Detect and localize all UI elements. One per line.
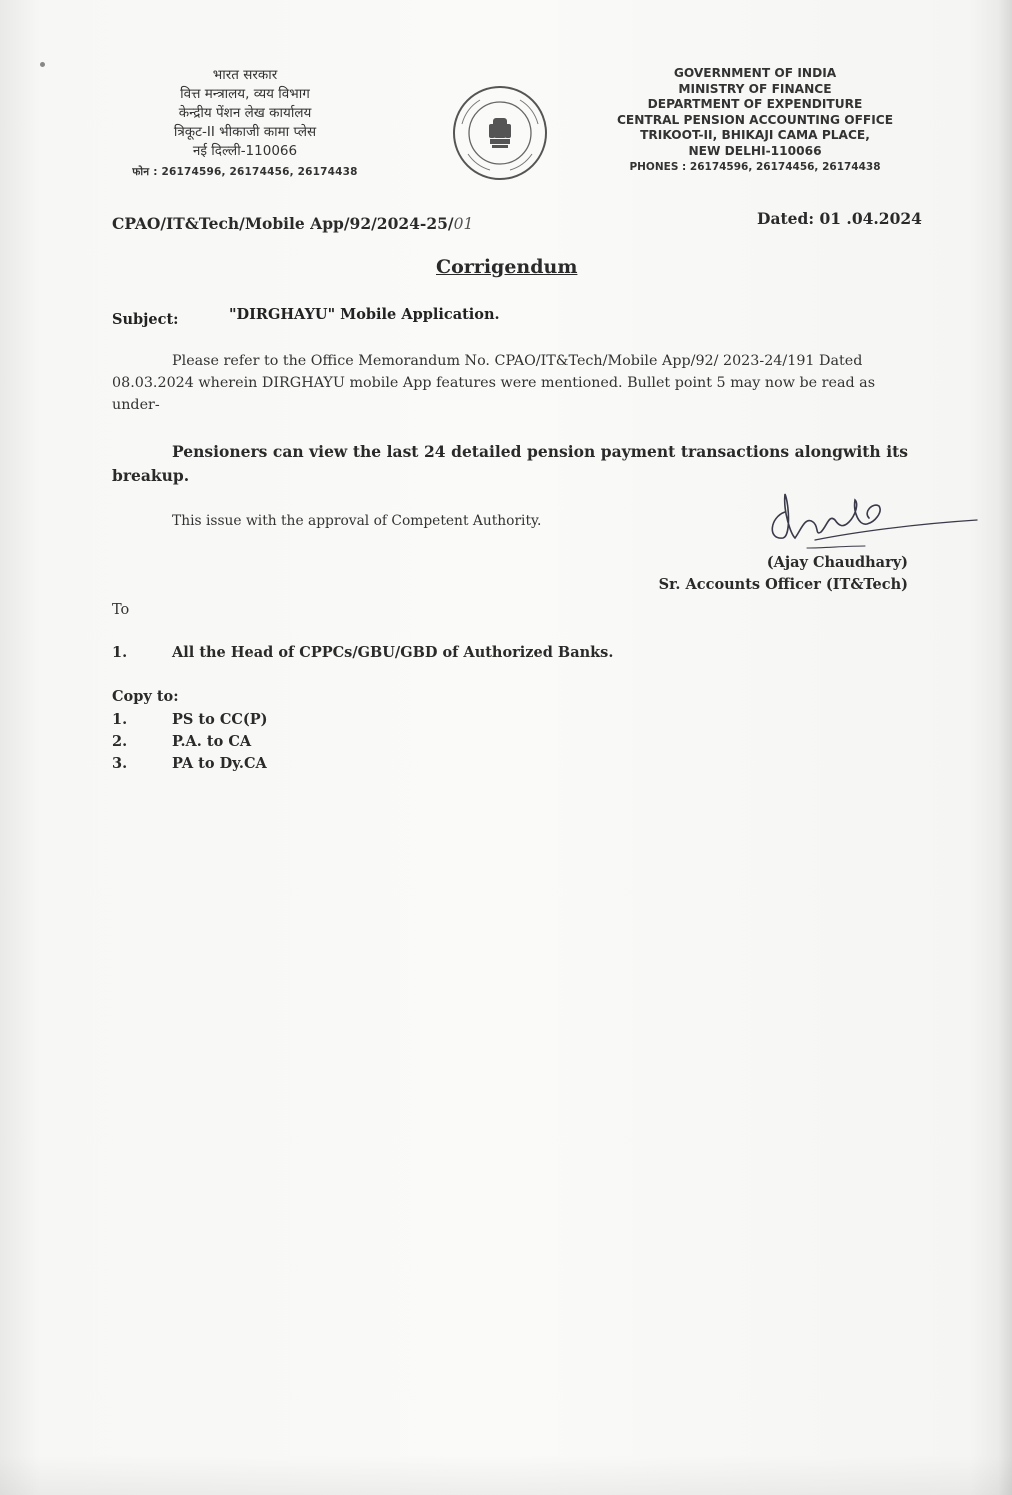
reference-number: [112, 214, 473, 233]
copy-item-number: 1.: [112, 711, 128, 728]
handwritten-suffix: 01: [453, 215, 474, 233]
hindi-line: त्रिकूट-II भीकाजी कामा प्लेस: [173, 124, 317, 140]
to-label: To: [112, 602, 130, 618]
recipient-item: [112, 644, 613, 661]
approval-line: This issue with the approval of Competent Authority.: [172, 513, 542, 529]
hindi-line: वित्त मन्त्रालय, व्यय विभाग: [180, 86, 310, 102]
hindi-line: भारत सरकार: [212, 67, 278, 83]
hindi-phone: फोन : 26174596, 26174456, 26174438: [132, 166, 358, 178]
english-line: NEW DELHI-110066: [688, 143, 822, 158]
copy-item-number: 3.: [112, 755, 128, 772]
copy-item-text: P.A. to CA: [172, 733, 252, 750]
english-line: GOVERNMENT OF INDIA: [673, 66, 837, 80]
signature-scribble-icon: [755, 482, 980, 562]
copy-item: [112, 731, 268, 753]
copy-item: [112, 753, 268, 775]
highlight-paragraph: Pensioners can view the last 24 detailed pension payment transactions alongwith its breakup.: [112, 442, 908, 485]
english-line: MINISTRY OF FINANCE: [678, 81, 832, 96]
scan-shadow-right: [998, 0, 1012, 1495]
hindi-line: केन्द्रीय पेंशन लेख कार्यालय: [178, 105, 312, 121]
copy-item-text: PA to Dy.CA: [172, 755, 267, 772]
letterhead-hindi: [100, 66, 390, 182]
body-paragraph: Please refer to the Office Memorandum No. CPAO/IT&Tech/Mobile App/92/ 2023-24/191 Dated 08.03.2024 wherein DIRGHAYU mobile App features were mentioned. Bullet point 5 may now be read as under-: [112, 353, 876, 413]
signatory-block: [650, 552, 908, 596]
reference-text: CPAO/IT&Tech/Mobile App/92/2024-25/: [112, 214, 454, 233]
copy-item-text: PS to CC(P): [172, 711, 268, 728]
english-line: DEPARTMENT OF EXPENDITURE: [647, 97, 863, 112]
signatory-name: (Ajay Chaudhary): [766, 554, 908, 571]
recipient-number: 1.: [112, 644, 128, 661]
copy-item-number: 2.: [112, 733, 128, 750]
english-phone: PHONES : 26174596, 26174456, 26174438: [629, 160, 881, 173]
signatory-designation: Sr. Accounts Officer (IT&Tech): [658, 576, 908, 593]
recipient-text: All the Head of CPPCs/GBU/GBD of Authorized Banks.: [172, 644, 614, 661]
scan-shadow-bottom: [0, 1455, 1012, 1495]
letterhead-english: [585, 66, 925, 175]
subject-label: Subject:: [112, 311, 179, 328]
subject-text: "DIRGHAYU" Mobile Application.: [229, 306, 500, 323]
hindi-line: नई दिल्ली-110066: [192, 143, 298, 159]
document-date: Dated: 01 .04.2024: [757, 209, 922, 228]
english-line: CENTRAL PENSION ACCOUNTING OFFICE: [616, 112, 894, 127]
cpao-emblem-seal-icon: [450, 84, 550, 182]
document-title: Corrigendum: [436, 256, 578, 278]
copy-to-list: [112, 709, 268, 775]
english-line: TRIKOOT-II, BHIKAJI CAMA PLACE,: [640, 128, 870, 143]
copy-item: [112, 709, 268, 731]
scan-speck: [40, 62, 45, 67]
copy-to-label: Copy to:: [112, 688, 179, 705]
